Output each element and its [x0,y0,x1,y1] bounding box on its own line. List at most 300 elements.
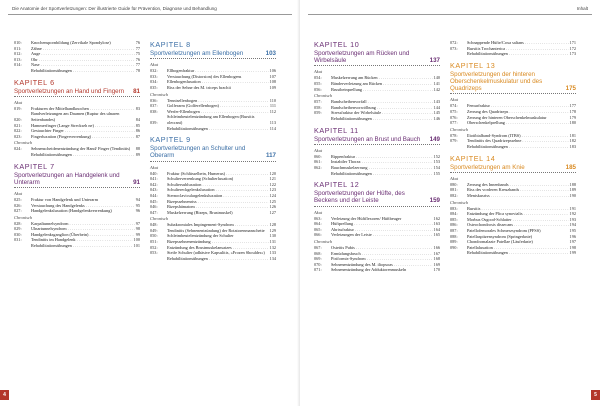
entry-page: 141 [433,81,440,86]
toc-entry [450,120,576,126]
entry-number: 045: [150,198,158,204]
entry-number: 065: [314,226,322,232]
entry-page: 196 [569,233,576,239]
entry-title: Rehabilitationsübungen . . . [31,68,135,74]
chapter-title: Sportverletzungen an Brust und Bauch 149 [314,136,440,145]
entry-page: 165 [433,232,440,238]
entry-number: 047: [150,209,158,215]
entry-page: 107 [269,73,276,79]
entry-number: 026: [14,202,22,208]
entry-title: Bandverletzungen am Daumen (Ruptur des ulnaren Seitenbandes) [31,111,120,122]
entry-number: 087: [450,227,458,233]
kapitel-heading: KAPITEL 13 [450,60,496,70]
entry-title: Ellenbogenluxation . . . [167,79,269,85]
entry-title: Piriformis-Syndrom . . . [331,256,433,262]
entry-title: Handgelenksluxation (Handgelenkverrenkung) [31,208,112,214]
left-column-2 [150,40,276,261]
entry-page: 78 [135,67,140,73]
entry-page: 101 [133,243,140,249]
toc-entry [150,126,276,132]
entry-title: Karpaltunnelsyndrom . . . [31,221,135,227]
entry-number: 078: [450,132,458,138]
entry-number: 044: [150,192,158,198]
entry-number: 019: [14,105,22,111]
section-subhead: Akut [450,97,459,103]
entry-number: 027: [14,208,22,214]
entry-page: 195 [569,227,576,233]
toc-entry [14,243,140,249]
entry-page: 97 [135,220,140,226]
entry-page: 170 [433,267,440,273]
entry-page: 98 [135,226,140,232]
entry-number: 014: [14,62,22,68]
entry-page: 152 [433,153,440,159]
entry-page: 77 [135,45,140,51]
header-rule [308,14,592,15]
toc-entry [450,250,576,256]
entry-number: 090: [450,244,458,250]
entry-page: 111 [269,103,276,109]
kapitel-heading: KAPITEL 14 [450,153,496,163]
entry-page: 146 [433,115,440,121]
entry-page: 75 [135,51,140,57]
entry-number: 071: [314,267,322,273]
entry-title: Chondromalazie Patellae (Läuferknie) [467,239,533,245]
entry-title: Muskelzerrung am Rücken . . . [331,75,433,81]
entry-number: 023: [14,133,22,139]
section-subhead: Akut [450,175,459,181]
entry-title: Osteochondrosis dissecans . . . [467,222,569,228]
entry-page: 188 [569,181,576,187]
entry-page: 190 [569,192,576,198]
entry-title: Tendinitis im Handgelenk . . . [31,237,133,243]
entry-page: 77 [135,62,140,68]
entry-title: Nase . . . [31,62,135,68]
entry-title: Frakturen der Mittelhandknochen . . . [31,106,135,112]
entry-number: 012: [14,51,22,57]
toc-entry [314,232,440,238]
toc-entry [14,208,140,214]
entry-page: 182 [569,138,576,144]
entry-number: 085: [450,216,458,222]
entry-page: 127 [269,209,276,215]
entry-title: Bandscheibenvorwölbung . . . [331,105,433,111]
entry-title: Rippenfraktur . . . [331,154,433,160]
kapitel-heading: KAPITEL 9 [150,135,191,145]
entry-title: Zerrung des Innenbands . . . [467,182,569,188]
entry-title: Sehnenentzündung der Adduktorenmuskeln [331,267,407,273]
entry-number: 050: [150,233,158,239]
entry-page: 177 [569,103,576,109]
entry-title: Riss des vorderen Kreuzbands . . . [467,187,569,193]
entry-number: 048: [150,222,158,228]
entry-page: 113 [269,119,276,125]
section-subhead: Chronisch [314,238,333,244]
entry-page: 166 [433,244,440,250]
entry-page: 194 [569,222,576,228]
entry-page: 164 [433,226,440,232]
running-head-left: Die Anatomie der Sportverletzungen: Der illustrierte Guide für Prävention, Diagnose und Behandlung [12,6,217,11]
entry-title: Werfer-Ellenbogen . . . [167,109,269,115]
section-subhead: Akut [314,209,323,215]
entry-page: 134 [269,255,276,261]
entry-page: 191 [569,205,576,211]
entry-page: 89 [135,151,140,157]
entry-title: Iliotibialband-Syndrom (ITBS) . . . [467,133,569,139]
entry-page: 87 [135,133,140,139]
toc-entry [150,85,276,91]
entry-number: 029: [14,226,22,232]
entry-title: Fraktur von Handgelenk und Unterarm [31,196,99,202]
entry-title: Patellaspitzensyndrom (Springerknie) [467,233,533,239]
entry-number: 054: [314,75,322,81]
entry-page: 198 [569,244,576,250]
toc-entry [14,134,140,140]
entry-title: Sehnenentzündung des M. iliopsoas . . . [331,262,433,268]
entry-title: Rehabilitationsübungen . . . [467,250,569,256]
entry-number: 032: [150,68,158,74]
entry-title: Golferarm (Golferellenbogen) . . . [167,103,269,109]
toc-entry [450,193,576,199]
page-number-right: 5 [591,390,600,400]
section-subhead: Chronisch [150,216,169,222]
entry-title: Rehabilitationsübungen . . . [31,152,135,158]
entry-title: Verletzung der Hüftflexoren/ Hüftbeuger [331,215,402,221]
entry-page: 122 [269,181,276,187]
entry-title: Ulnartunnelsyndrom . . . [31,226,135,232]
entry-number: 066: [314,232,322,238]
entry-number: 061: [314,159,322,165]
entry-number: 081: [450,187,458,193]
entry-page: 130 [269,233,276,239]
entry-title: Rehabilitationsübungen . . . [331,171,433,177]
chapter-title: Sportverletzungen am Ellenbogen 103 [150,50,276,59]
entry-title: Meniskusriss . . . [467,193,569,199]
entry-page: 169 [433,261,440,267]
entry-title: Schnappende Hüfte/Coxa saltans . . . [467,40,569,46]
entry-title: Morbus Osgood-Schlatter . . . [467,217,569,223]
entry-page: 128 [269,222,276,228]
entry-page: 131 [269,239,276,245]
entry-page: 145 [433,110,440,116]
section-subhead: Akut [314,69,323,75]
entry-page: 88 [135,146,140,152]
entry-page: 95 [135,202,140,208]
entry-title: Bizepssehnenriss . . . [167,199,269,205]
entry-title: Instabiler Thorax . . . [331,159,433,165]
entry-title: Entzündung des Brustmuskelansatzes . . . [167,245,269,251]
entry-title: Ohr . . . [31,57,135,63]
entry-title: Rehabilitationsübungen . . . [467,144,569,150]
kapitel-heading: KAPITEL 6 [14,77,55,87]
entry-title: Verstauchung (Distorsion) des Ellenbogens [167,73,242,79]
toc-entry [150,256,276,262]
entry-number: 049: [150,227,158,233]
page-number-left: 4 [0,390,9,400]
entry-title: Tendinitis des Quadrizepssehne . . . [467,138,569,144]
entry-page: 168 [433,256,440,262]
entry-title: Zerrung des Quadrizeps . . . [467,109,569,115]
entry-title: Schultereckgelenksluxation . . . [167,187,269,193]
kapitel-heading: KAPITEL 11 [314,125,359,135]
entry-title: Schleimbeutelentzündung am Ellenbogen (Bursitis olecrani) [167,114,255,125]
entry-title: Zähne . . . [31,46,135,52]
entry-page: 133 [269,250,276,256]
entry-page: 180 [569,120,576,126]
entry-page: 100 [133,237,140,243]
entry-number: 021: [14,122,22,128]
entry-number: 031: [14,237,22,243]
right-column-1 [314,40,440,273]
entry-title: Oberschenkelprellung . . . [467,120,569,126]
entry-title: Muskelzerrung (Bizeps, Brustmuskel) [167,209,233,215]
entry-title: Femurfraktur . . . [467,103,569,109]
entry-number: 022: [14,128,22,134]
entry-title: Zerrung der hinteren Oberschenkelmuskulatur [467,114,547,120]
entry-number: 073: [450,45,458,51]
entry-number: 038: [150,108,158,114]
entry-page: 140 [433,75,440,81]
entry-page: 193 [569,216,576,222]
chapter-title: Sportverletzungen an Hand und Fingern 81 [14,88,140,97]
entry-number: 042: [150,181,158,187]
toc-entry [314,116,440,122]
entry-page: 167 [433,250,440,256]
entry-page: 83 [135,105,140,111]
chapter-title: Sportverletzungen an Schulter und Oberarm 117 [150,145,276,161]
entry-number: 058: [314,104,322,110]
toc-entry [150,114,276,125]
entry-title: Patellaluxation . . . [467,245,569,251]
toc-entry [450,51,576,57]
entry-title: Bursitis Trochanterica . . . [467,46,569,52]
entry-page: 129 [269,227,276,233]
entry-page: 189 [569,187,576,193]
entry-number: 084: [450,211,458,217]
entry-title: Bizepshämatom . . . [167,204,269,210]
entry-page: 109 [269,84,276,90]
entry-title: Hammerfinger (Lange Streckseh ne) . . . [31,123,135,129]
entry-number: 060: [314,153,322,159]
entry-title: Knochenspornbildung (Zervikale Spondylose) [31,40,111,45]
entry-page: 94 [135,196,140,202]
entry-page: 85 [135,122,140,128]
entry-page: 154 [433,164,440,170]
entry-number: 039: [150,119,158,125]
toc-entry [150,210,276,216]
entry-title: Rehabilitationsübungen . . . [467,51,569,57]
entry-number: 074: [450,103,458,109]
entry-number: 080: [450,181,458,187]
entry-title: Rehabilitationsübungen . . . [31,243,133,249]
entry-number: 041: [150,176,158,182]
toc-entry [314,267,440,273]
entry-number: 075: [450,108,458,114]
entry-title: Verletzungen der Leiste . . . [331,232,433,238]
entry-page: 106 [269,68,276,74]
section-subhead: Chronisch [150,91,169,97]
entry-title: Schulterverrenkung (Schulterluxation) [167,176,234,182]
section-subhead: Chronisch [450,126,469,132]
entry-title: Ellbogenfraktur . . . [167,68,269,74]
toc-entry [14,68,140,74]
entry-number: 036: [150,97,158,103]
toc-entry [450,144,576,150]
toc-entry [14,152,140,158]
entry-title: Fraktur (Schlüsselbein, Humerus) . . . [167,171,269,177]
entry-page: 199 [569,250,576,256]
entry-page: 173 [569,51,576,57]
entry-title: Schleimbeutelentzündung der Schulter [167,233,234,239]
entry-number: 057: [314,99,322,105]
kapitel-heading: KAPITEL 8 [150,40,191,49]
running-head-right: Inhalt [576,6,588,11]
entry-page: 124 [269,192,276,198]
entry-page: 143 [433,99,440,105]
entry-number: 030: [14,231,22,237]
entry-title: Subakromiales Impingement-Syndrom . . . [167,222,269,228]
header-rule [8,14,292,15]
entry-page: 112 [269,108,276,114]
toc-entry [314,171,440,177]
chapter-title: Sportverletzungen am Knie 185 [450,164,576,173]
entry-number: 067: [314,244,322,250]
entry-page: 121 [269,176,276,182]
entry-number: 052: [150,244,158,250]
entry-title: Hüftprellung . . . [331,221,433,227]
entry-number: 011: [14,45,22,51]
entry-title: Entzündung der Plica synovialis . . . [467,211,569,217]
entry-page: 178 [569,108,576,114]
entry-number: 068: [314,250,322,256]
entry-number: 055: [314,81,322,86]
entry-page: 183 [569,143,576,149]
entry-number: 086: [450,222,458,228]
entry-title: Rehabilitationsübungen . . . [167,126,269,132]
entry-page: 120 [269,170,276,176]
section-subhead: Akut [314,147,323,153]
entry-number: 059: [314,110,322,116]
entry-number: 035: [150,84,158,90]
section-subhead: Chronisch [14,140,33,146]
entry-page: 144 [433,104,440,110]
entry-number: 020: [14,116,22,122]
entry-number: 010: [14,40,22,45]
entry-page: 99 [135,231,140,237]
entry-page: 171 [569,40,576,45]
chapter-title: Sportverletzungen der Hüfte, des Beckens und der Leiste 159 [314,190,440,206]
entry-page: 126 [269,204,276,210]
entry-title: Ermüdungsbruch . . . [331,251,433,257]
entry-number: 051: [150,239,158,245]
entry-page: 110 [269,97,276,103]
entry-page: 132 [269,244,276,250]
entry-title: Auge . . . [31,51,135,57]
entry-page: 162 [433,215,440,221]
entry-page: 181 [569,132,576,138]
entry-number: 028: [14,220,22,226]
toc-entry [14,111,140,122]
entry-title: Brustbeinprellung . . . [331,87,433,93]
entry-title: Rehabilitationsübungen . . . [167,256,269,262]
section-subhead: Akut [14,190,23,196]
entry-title: Tendinitis (Sehnenentzündung) der Rotatorenmanschette [167,227,265,233]
entry-number: 025: [14,196,22,202]
entry-page: 155 [433,170,440,176]
entry-title: Sehnenscheidenentzündung der Hand/ Finger (Tendinitis) [31,146,131,152]
entry-number: 056: [314,86,322,92]
entry-title: Gestauchter Finger . . . [31,128,135,134]
entry-title: Stressfraktur der Wirbelsäule . . . [331,110,433,116]
entry-number: 088: [450,233,458,239]
section-subhead: Akut [14,99,23,105]
right-column-2 [450,40,576,256]
entry-number: 062: [314,164,322,170]
entry-number: 083: [450,205,458,211]
kapitel-heading: KAPITEL 12 [314,180,360,190]
entry-number: 037: [150,103,158,109]
entry-title: Fingerluxation (Fingerverrenkung) . . . [31,134,135,140]
entry-number: 024: [14,146,22,152]
entry-number: 046: [150,204,158,210]
entry-title: Handgelenksganglion (Überbein) . . . [31,232,135,238]
entry-number: 079: [450,138,458,144]
entry-number: 013: [14,56,22,62]
entry-title: Bauchmuskelzerrung . . . [331,165,433,171]
entry-title: Verstauchung des Handgelenks . . . [31,203,135,209]
entry-page: 163 [433,221,440,227]
entry-title: Patellofemorales Schmerzsyndrom (PFSS) [467,227,541,233]
entry-title: Bänderverletzung am Rücken . . . [331,81,433,87]
entry-title: Riss der Sehne des M. triceps brachii [167,84,231,90]
section-subhead: Akut [150,164,159,170]
section-subhead: Chronisch [14,214,33,220]
entry-title: Schultersubluxation . . . [167,182,269,188]
chapter-title: Sportverletzungen an Handgelenk und Unterarm 91 [14,172,140,188]
kapitel-heading: KAPITEL 7 [14,161,55,171]
left-column-1 [14,40,140,249]
toc-entry [314,87,440,93]
entry-page: 76 [135,56,140,62]
entry-number: 043: [150,187,158,193]
entry-page: 114 [269,125,276,131]
entry-title: Abrissfraktur . . . [331,227,433,233]
entry-title: Bursitis . . . [467,206,569,212]
entry-title: Rehabilitationsübungen . . . [331,116,433,122]
entry-number: 034: [150,79,158,85]
entry-number: 089: [450,239,458,245]
entry-title: Bandscheibenvorfall . . . [331,99,433,105]
entry-title: Sternoclaviculargelenksluxation . . . [167,193,269,199]
entry-number: 063: [314,215,322,221]
entry-number: 064: [314,221,322,227]
entry-page: 84 [135,116,140,122]
entry-page: 76 [135,40,140,45]
entry-page: 86 [135,128,140,134]
right-page [300,0,600,406]
entry-page: 192 [569,211,576,217]
entry-page: 153 [433,159,440,165]
entry-title: Bizepssehnenentzündung . . . [167,239,269,245]
entry-number: 040: [150,170,158,176]
entry-page: 125 [269,198,276,204]
entry-page: 96 [135,208,140,214]
chapter-title: Sportverletzungen am Rücken und Wirbelsäule 137 [314,50,440,66]
entry-page: 108 [269,79,276,85]
entry-title: Steife Schulter (adhäsive Kapsulitis, »Frozen Shoulder«) [167,250,265,256]
entry-title: Tennisellenbogen . . . [167,98,269,104]
entry-page: 179 [569,114,576,120]
